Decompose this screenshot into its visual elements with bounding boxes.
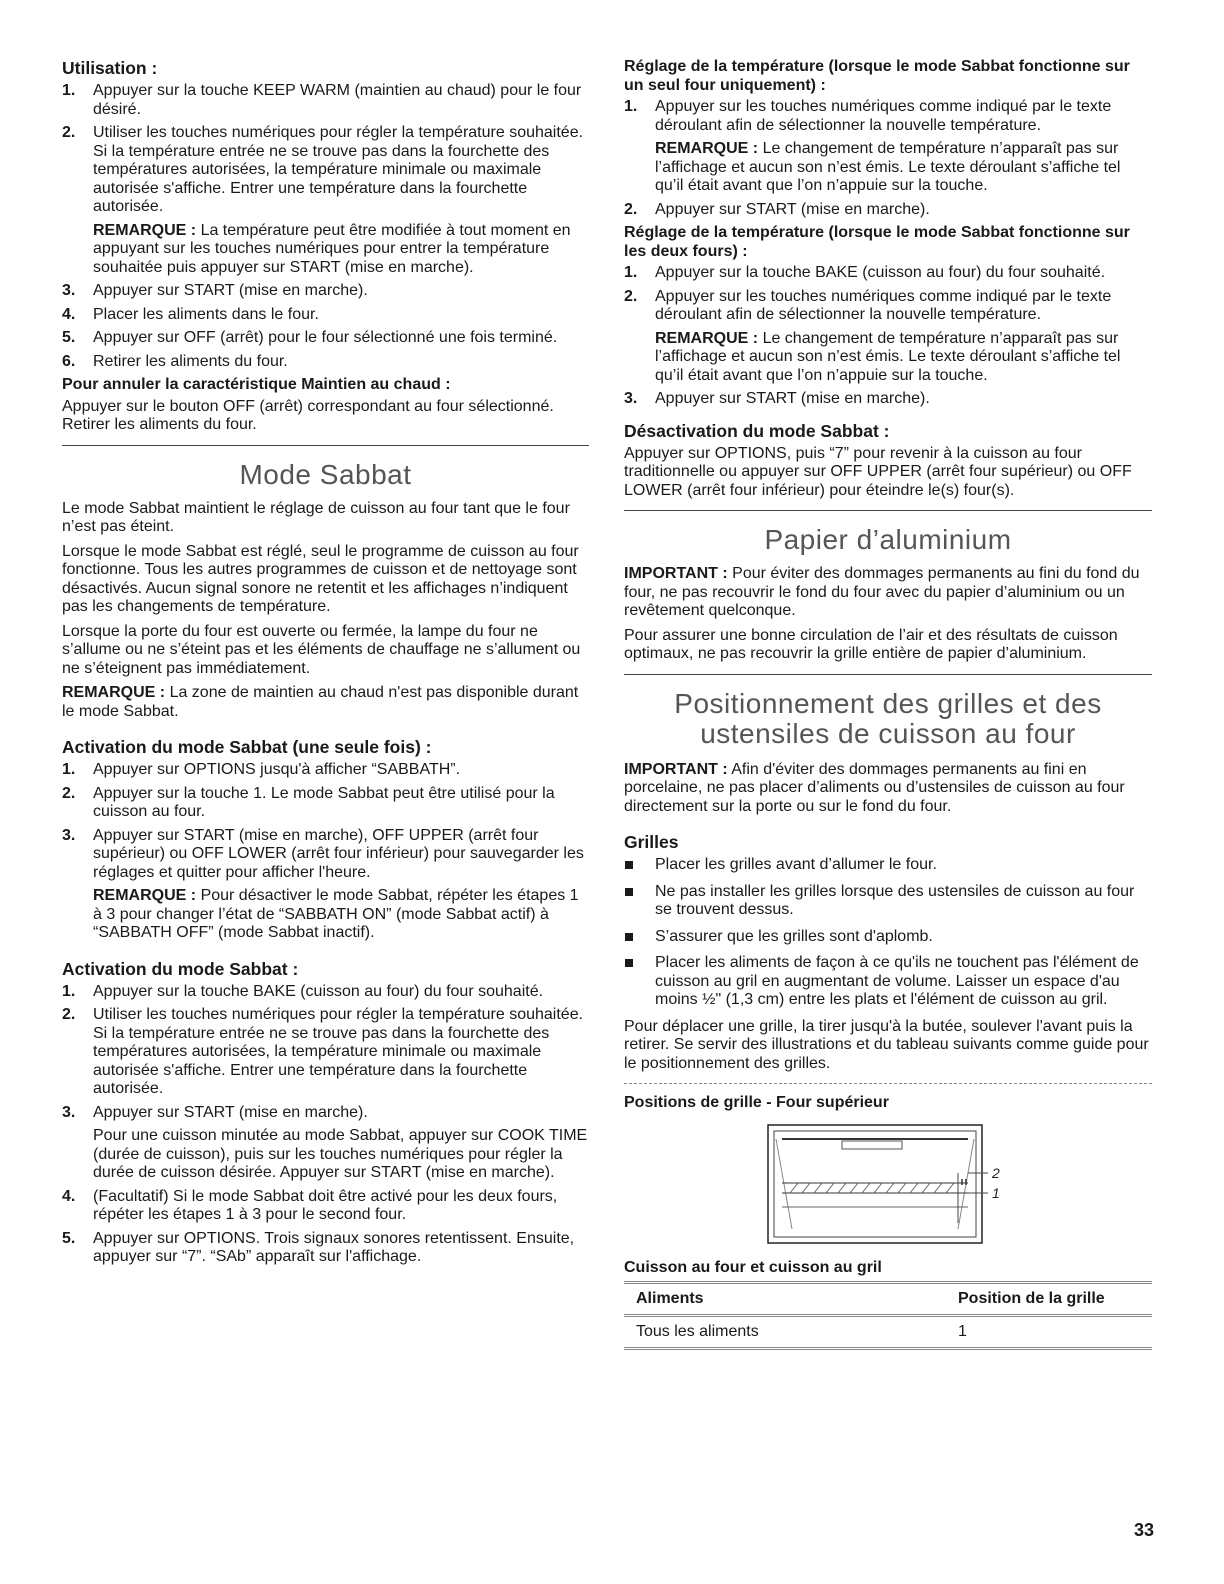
list-item: 2. Appuyer sur les touches numériques comme indiqué par le texte déroulant afin de sélectionner la nouvelle température. REMARQUE : Le changement de température n’apparaît pas sur l’affichage et aucun son n’est émis. Le texte déroulant s’affiche tel qu’il était avant que l’on n’appuie sur la touche. (624, 288, 1152, 386)
activation-once-heading: Activation du mode Sabbat (une seule fois) : (62, 737, 432, 757)
note: REMARQUE : Le changement de température n’apparaît pas sur l’affichage et aucun son n’est émis. Le texte déroulant s’affiche tel qu’il était avant que l’on n’appuie sur la touche. (655, 329, 1121, 384)
list-item: 2. Utiliser les touches numériques pour régler la température souhaitée. Si la température entrée ne se trouve pas dans la fourchette des températures autorisées, la température minimale ou maximale autorisée s'affiche. Entrer une température dans la fourchette autorisée. REMARQUE : La température peut être modifiée à tout moment en appuyant sur les touches numériques pour entrer la température souhaitée puis appuyer sur START (mise en marche). (62, 124, 589, 277)
reglage-deux-heading: Réglage de la température (lorsque le mode Sabbat fonctionne sur les deux fours) : (624, 224, 1130, 260)
positionnement-important: IMPORTANT : Afin d'éviter des dommages permanents au fini en porcelaine, ne pas placer d’aliments ou d’ustensiles de cuisson au four directement sur la porte ou sur le fond du four. (624, 760, 1125, 815)
sabbat-note: REMARQUE : La zone de maintien au chaud n'est pas disponible durant le mode Sabbat. (62, 684, 579, 720)
bullet-square-icon (625, 933, 633, 941)
list-item: 1. Appuyer sur la touche BAKE (cuisson au four) du four souhaité. (62, 982, 544, 1000)
right-column (624, 58, 1152, 1350)
list-item: 3. Appuyer sur START (mise en marche), OFF UPPER (arrêt four supérieur) ou OFF LOWER (arrêt four inférieur) pour sauvegarder les réglages et quitter pour afficher l'heure. REMARQUE : Pour désactiver le mode Sabbat, répéter les étapes 1 à 3 pour changer l’état de “SABBATH ON” (mode Sabbat actif) à “SABBATH OFF” (mode Sabbat inactif). (62, 827, 589, 943)
note: REMARQUE : La température peut être modifiée à tout moment en appuyant sur les touches numériques pour entrer la température souhaitée puis appuyer sur START (mise en marche). (93, 221, 571, 276)
desactivation-heading: Désactivation du mode Sabbat : (624, 420, 890, 441)
table-row (624, 1316, 1152, 1349)
list-item: 3. Appuyer sur START (mise en marche). (62, 282, 368, 299)
rack-position-1-label: 1 (992, 1184, 1000, 1201)
positionnement-title (624, 689, 1152, 749)
grilles-heading: Grilles (624, 832, 679, 852)
column-header-aliments: Aliments (624, 1283, 946, 1316)
list-item: S’assurer que les grilles sont d'aplomb. (624, 928, 1152, 947)
grilles-list (624, 856, 1152, 1010)
positionnement-title-line2: ustensiles de cuisson au four (700, 717, 1076, 749)
activation-steps (62, 983, 589, 1267)
utilisation-steps (62, 82, 589, 371)
reglage-seul-heading: Réglage de la température (lorsque le mode Sabbat fonctionne sur un seul four uniquement) : (624, 58, 1130, 94)
left-column (62, 58, 589, 1272)
list-item: 1. Appuyer sur les touches numériques comme indiqué par le texte déroulant afin de sélectionner la nouvelle température. REMARQUE : Le changement de température n’apparaît pas sur l’affichage et aucun son n’est émis. Le texte déroulant s’affiche tel qu’il était avant que l’on n’appuie sur la touche. (624, 98, 1152, 196)
oven-rack-illustration (624, 1119, 1152, 1249)
section-divider (624, 510, 1152, 511)
sabbat-paragraph: Le mode Sabbat maintient le réglage de cuisson au four tant que le four n’est pas éteint. (62, 499, 570, 535)
list-item: 1. Appuyer sur la touche BAKE (cuisson au four) du four souhaité. (624, 264, 1106, 281)
list-item: 3. Appuyer sur START (mise en marche). Pour une cuisson minutée au mode Sabbat, appuyer sur COOK TIME (durée de cuisson), puis sur les touches numériques pour régler la durée de cuisson désirée. Appuyer sur START (mise en marche). (62, 1103, 588, 1181)
table-cell: Tous les aliments (624, 1316, 946, 1349)
rack-position-table (624, 1281, 1152, 1350)
annuler-text: Appuyer sur le bouton OFF (arrêt) correspondant au four sélectionné. Retirer les aliments du four. (62, 397, 554, 433)
note: REMARQUE : Pour désactiver le mode Sabbat, répéter les étapes 1 à 3 pour changer l’état de “SABBATH ON” (mode Sabbat actif) à “SABBATH OFF” (mode Sabbat inactif). (93, 887, 579, 941)
activation-heading: Activation du mode Sabbat : (62, 958, 299, 979)
dotted-divider (624, 1083, 1152, 1084)
positions-heading: Positions de grille - Four supérieur (624, 1094, 889, 1111)
list-item: 4. (Facultatif) Si le mode Sabbat doit être activé pour les deux fours, répéter les étapes 1 à 3 pour le second four. (62, 1187, 558, 1223)
bullet-square-icon (625, 959, 633, 967)
bullet-square-icon (625, 861, 633, 869)
utilisation-heading: Utilisation : (62, 58, 158, 78)
positionnement-title-line1: Positionnement des grilles et des (674, 687, 1102, 719)
list-item: 5. Appuyer sur OPTIONS. Trois signaux sonores retentissent. Ensuite, appuyer sur “7”. “SAb” apparaît sur l'affichage. (62, 1229, 575, 1265)
list-item: Ne pas installer les grilles lorsque des ustensiles de cuisson au four se trouvent dessus. (624, 883, 1152, 920)
oven-cavity-icon (762, 1119, 1022, 1249)
section-divider (624, 674, 1152, 675)
list-item: 4. Placer les aliments dans le four. (62, 305, 319, 323)
rack-position-2-label: 2 (992, 1164, 1000, 1181)
desactivation-text: Appuyer sur OPTIONS, puis “7” pour revenir à la cuisson au four traditionnelle ou appuyer sur OFF UPPER (arrêt four supérieur) ou OFF LOWER (arrêt four inférieur) pour éteindre le(s) four(s). (624, 444, 1132, 499)
section-divider (62, 445, 589, 446)
papier-aluminium-title: Papier d’aluminium (764, 524, 1012, 555)
list-item: Placer les aliments de façon à ce qu'ils ne touchent pas l'élément de cuisson au gril en augmentant de volume. Laisser un espace d'au moins ½" (1,3 cm) entre les plats et l'élément de cuisson au gril. (624, 954, 1152, 1010)
sabbat-paragraph: Lorsque la porte du four est ouverte ou fermée, la lampe du four ne s’allume ou ne s’éteint pas et les éléments de chauffage ne s’allument ou ne s’éteignent pas immédiatement. (62, 622, 581, 677)
sabbat-paragraph: Lorsque le mode Sabbat est réglé, seul le programme de cuisson au four fonctionne. Tous les autres programmes de cuisson et de nettoyage sont désactivés. Aucun signal sonore ne retentit et les affichages n’indiquent pas les changements de température. (62, 542, 579, 615)
annuler-heading: Pour annuler la caractéristique Maintien au chaud : (62, 376, 451, 393)
list-item: 3. Appuyer sur START (mise en marche). (624, 390, 930, 407)
list-item: 2. Appuyer sur la touche 1. Le mode Sabbat peut être utilisé pour la cuisson au four. (62, 784, 555, 820)
list-item: 2. Appuyer sur START (mise en marche). (624, 200, 930, 218)
reglage-seul-steps (624, 98, 1152, 219)
column-header-position: Position de la grille (946, 1283, 1152, 1316)
table-header-row (624, 1283, 1152, 1316)
reglage-deux-steps (624, 264, 1152, 409)
cuisson-heading: Cuisson au four et cuisson au gril (624, 1258, 882, 1276)
grilles-text: Pour déplacer une grille, la tirer jusqu'à la butée, soulever l'avant puis la retirer. Se servir des illustrations et du tableau suivants comme guide pour le positionnement des grilles. (624, 1017, 1149, 1072)
list-item: Placer les grilles avant d’allumer le four. (624, 856, 1152, 875)
papier-important: IMPORTANT : Pour éviter des dommages permanents au fini du fond du four, ne pas recouvrir le fond du four avec du papier d’aluminium ou un revêtement quelconque. (624, 565, 1140, 619)
list-item: 6. Retirer les aliments du four. (62, 352, 288, 370)
bullet-square-icon (625, 888, 633, 896)
list-item: 5. Appuyer sur OFF (arrêt) pour le four sélectionné une fois terminé. (62, 329, 558, 346)
table-cell: 1 (946, 1316, 1152, 1349)
note: Pour une cuisson minutée au mode Sabbat, appuyer sur COOK TIME (durée de cuisson), puis sur les touches numériques pour régler la durée de cuisson désirée. Appuyer sur START (mise en marche). (93, 1127, 588, 1181)
activation-once-steps (62, 761, 589, 943)
list-item: 1. Appuyer sur la touche KEEP WARM (maintien au chaud) pour le four désiré. (62, 82, 582, 118)
page-number: 33 (1133, 1520, 1154, 1540)
note: REMARQUE : Le changement de température n’apparaît pas sur l’affichage et aucun son n’est émis. Le texte déroulant s’affiche tel qu’il était avant que l’on n’appuie sur la touche. (655, 140, 1121, 194)
list-item: 1. Appuyer sur OPTIONS jusqu'à afficher “SABBATH”. (62, 761, 461, 778)
list-item: 2. Utiliser les touches numériques pour régler la température souhaitée. Si la température entrée ne se trouve pas dans la fourchette des températures autorisées, la température minimale ou maximale autorisée s'affiche. Entrer une température dans la fourchette autorisée. (62, 1006, 584, 1097)
mode-sabbat-title: Mode Sabbat (239, 458, 412, 490)
papier-paragraph: Pour assurer une bonne circulation de l’air et des résultats de cuisson optimaux, ne pas recouvrir la grille entière de papier d’aluminium. (624, 626, 1118, 662)
